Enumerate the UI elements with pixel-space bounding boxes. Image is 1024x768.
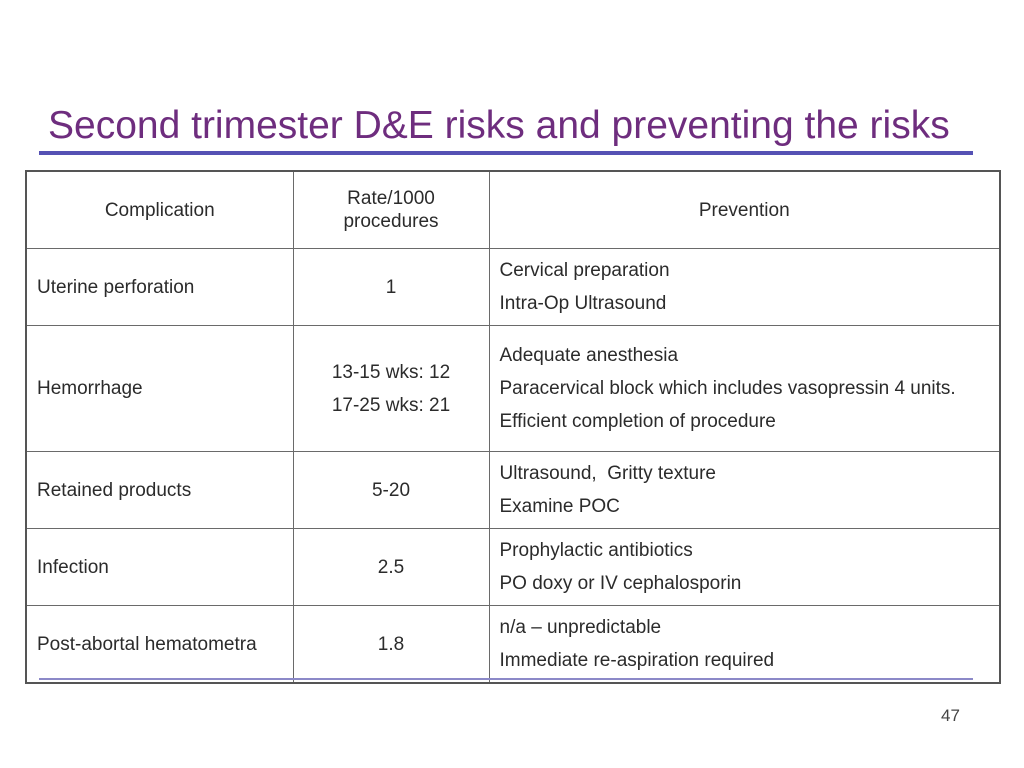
table-header-row (26, 171, 1000, 249)
header-rate (293, 171, 489, 249)
prevention-line: Ultrasound, Gritty texture (499, 463, 716, 484)
table-row (26, 606, 1000, 684)
table-row (26, 326, 1000, 452)
rate-line: 2.5 (377, 556, 405, 578)
prevention-line: Adequate anesthesia (499, 345, 679, 366)
header-rate-line: procedures (343, 211, 439, 232)
cell-prevention (489, 529, 1000, 606)
rate-line: 17-25 wks: 21 (331, 394, 451, 416)
rate-line: 13-15 wks: 12 (331, 361, 451, 383)
cell-prevention (489, 606, 1000, 684)
prevention-line: Efficient completion of procedure (499, 411, 776, 432)
prevention-line: Intra-Op Ultrasound (499, 293, 667, 314)
prevention-line: Paracervical block which includes vasopressin 4 units. (499, 378, 956, 399)
prevention-line: Examine POC (499, 496, 620, 517)
cell-complication: Hemorrhage (26, 326, 293, 452)
rate-line: 5-20 (371, 479, 411, 501)
cell-complication: Post-abortal hematometra (26, 606, 293, 684)
prevention-line: n/a – unpredictable (499, 617, 662, 638)
page-number: 47 (941, 706, 960, 725)
cell-prevention (489, 452, 1000, 529)
risk-table (25, 170, 1001, 684)
prevention-line: Immediate re-aspiration required (499, 650, 775, 671)
cell-rate (293, 326, 489, 452)
rate-line: 1.8 (377, 633, 405, 655)
cell-prevention (489, 326, 1000, 452)
header-complication: Complication (26, 171, 293, 249)
footer-rule (39, 678, 973, 680)
cell-rate (293, 452, 489, 529)
table-row (26, 452, 1000, 529)
cell-rate (293, 529, 489, 606)
cell-prevention (489, 249, 1000, 326)
rate-line: 1 (385, 276, 397, 298)
table-row (26, 529, 1000, 606)
table-row (26, 249, 1000, 326)
cell-complication: Uterine perforation (26, 249, 293, 326)
title-underline (39, 151, 973, 155)
cell-rate (293, 249, 489, 326)
cell-complication: Infection (26, 529, 293, 606)
cell-rate (293, 606, 489, 684)
cell-complication: Retained products (26, 452, 293, 529)
prevention-line: Cervical preparation (499, 260, 670, 281)
prevention-line: PO doxy or IV cephalosporin (499, 573, 742, 594)
header-prevention: Prevention (489, 171, 1000, 249)
prevention-line: Prophylactic antibiotics (499, 540, 693, 561)
slide-title: Second trimester D&E risks and preventing the risks (48, 104, 950, 147)
header-rate-line: Rate/1000 (347, 188, 435, 209)
